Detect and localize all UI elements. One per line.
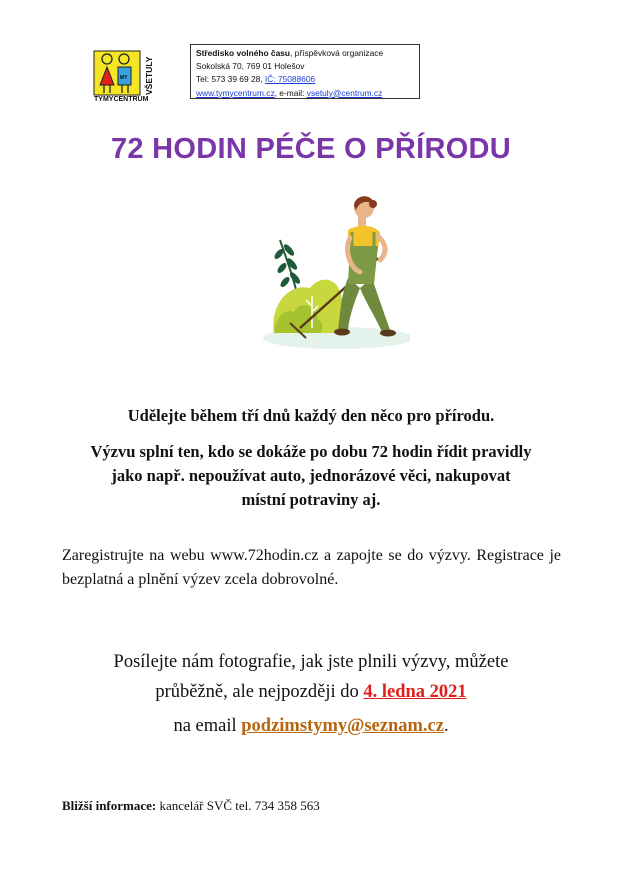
footer-info	[62, 798, 320, 814]
email-label: , e-mail:	[274, 87, 307, 98]
logo-side-text: VŠETULY	[144, 56, 154, 95]
email-suffix: .	[443, 716, 449, 736]
address-line: Sokolská 70, 769 01 Holešov	[196, 61, 305, 72]
org-line	[196, 47, 414, 60]
org-name: Středisko volného času	[196, 48, 291, 58]
intro-line-3: jako např. nepoužívat auto, jednorázové věci, nakupovat	[111, 466, 511, 485]
photos-line-1: Posílejte nám fotografie, jak jste plnili výzvy, můžete	[113, 652, 509, 672]
header-email-link[interactable]: vsetuly@centrum.cz	[306, 87, 383, 98]
photos-line-2	[0, 677, 622, 707]
email-line	[0, 712, 622, 740]
tel-line	[196, 73, 414, 86]
web-link[interactable]: www.tymycentrum.cz	[196, 87, 275, 98]
logo-bottom-text: TYMYCENTRUM	[94, 96, 149, 103]
footer-text: kancelář SVČ tel. 734 358 563	[156, 798, 320, 813]
contact-box	[190, 44, 420, 99]
intro-line-1: Udělejte během tří dnů každý den něco pro přírodu.	[127, 406, 495, 425]
tel: Tel: 573 39 69 28,	[196, 74, 265, 85]
page-title: 72 HODIN PÉČE O PŘÍRODU	[110, 133, 512, 165]
photos-paragraph	[0, 647, 622, 707]
footer-label: Bližší informace:	[62, 798, 157, 813]
ico-link[interactable]: IČ: 75088606	[264, 74, 316, 85]
web-line	[196, 87, 414, 100]
intro-line-2: Výzvu splní ten, kdo se dokáže po dobu 72 hodin řídit pravidly	[90, 442, 532, 461]
tymycentrum-logo	[92, 45, 154, 103]
org-type: , příspěvková organizace	[290, 48, 384, 58]
intro-line-4: místní potraviny aj.	[241, 490, 381, 509]
gardener-raking-icon	[260, 188, 410, 353]
contact-email-link[interactable]: podzimstymy@seznam.cz	[241, 716, 444, 736]
deadline-date: 4. ledna 2021	[363, 682, 467, 702]
registration-text: Zaregistrujte na webu www.72hodin.cz a zapojte se do výzvy. Registrace je bezplatná a plnění výzev zcela dobrovolné.	[62, 547, 561, 588]
intro-paragraph	[0, 440, 622, 512]
email-prefix: na email	[173, 716, 242, 736]
logo-small-text: MY	[120, 75, 128, 81]
photos-line-2-prefix: průběžně, ale nejpozději do	[155, 682, 364, 702]
logo-graphic	[92, 45, 154, 103]
